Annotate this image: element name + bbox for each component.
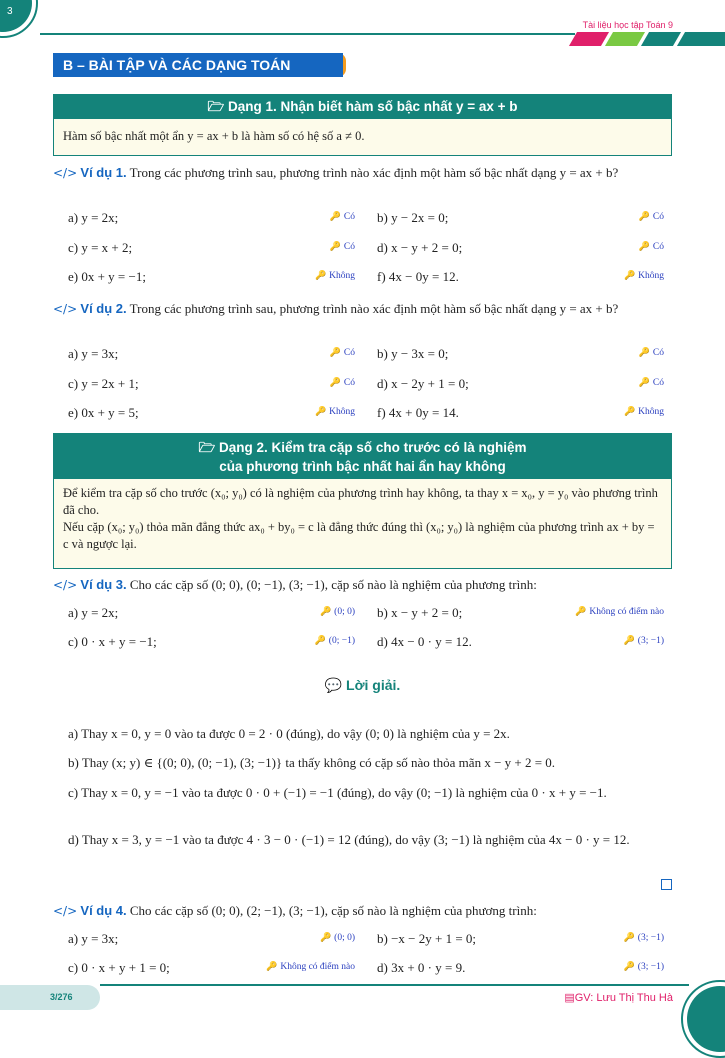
header-stripes xyxy=(565,32,725,46)
type2-title-line1: Dạng 2. Kiểm tra cặp số cho trước có là nghiệm xyxy=(219,440,527,455)
code-icon: </> xyxy=(53,166,78,180)
footer-author xyxy=(564,991,673,1004)
type1-text: Hàm số bậc nhất một ẩn y = ax + b là hàm số có hệ số a ≠ 0. xyxy=(63,129,365,143)
exercise-item: f) 4x − 0y = 12. xyxy=(377,269,459,284)
answer-text: (3; −1) xyxy=(637,962,664,972)
answer-hint xyxy=(320,607,355,617)
example-label: Ví dụ 3. xyxy=(80,577,127,592)
square-icon xyxy=(661,879,672,890)
solution-heading xyxy=(0,677,725,694)
answer-text: (3; −1) xyxy=(637,933,664,943)
exercise-item: b) −x − 2y + 1 = 0; xyxy=(377,931,477,946)
example-2-statement xyxy=(53,300,673,318)
code-icon: </> xyxy=(53,302,78,316)
type1-title: Dạng 1. Nhận biết hàm số bậc nhất y = ax + b xyxy=(227,99,518,114)
example-text: Trong các phương trình sau, phương trình nào xác định một hàm số bậc nhất dạng y = ax + b? xyxy=(129,165,619,180)
exercise-item: d) x − y + 2 = 0; xyxy=(377,240,463,255)
key-icon: 🔑 xyxy=(624,407,639,417)
answer-text: Không xyxy=(329,407,355,417)
key-icon: 🔑 xyxy=(623,962,638,972)
example-label: Ví dụ 1. xyxy=(80,165,127,180)
key-icon: 🔑 xyxy=(320,607,335,617)
key-icon: 🔑 xyxy=(624,271,639,281)
answer-hint xyxy=(575,607,664,617)
solution-line-a: a) Thay x = 0, y = 0 vào ta được 0 = 2 · 0 (đúng), do vậy (0; 0) là nghiệm của y = 2x. xyxy=(68,726,510,741)
example-label: Ví dụ 4. xyxy=(80,903,127,918)
exercise-item: e) 0x + y = −1; xyxy=(68,269,146,284)
folder-open-icon: 🗁 xyxy=(207,99,225,114)
solution-line-d: d) Thay x = 3, y = −1 vào ta được 4 · 3 − 0 · (−1) = 12 (đúng), do vậy (3; −1) là nghiệm của 4x − 0 · y = 12. xyxy=(68,832,630,847)
answer-hint xyxy=(624,636,664,646)
key-icon: 🔑 xyxy=(638,242,653,252)
exercise-item: b) y − 3x = 0; xyxy=(377,346,449,361)
type1-header xyxy=(54,95,671,119)
section-title: B – BÀI TẬP VÀ CÁC DẠNG TOÁN xyxy=(53,53,343,77)
answer-text: Không xyxy=(638,271,664,281)
answer-hint xyxy=(330,348,355,358)
exercise-item: d) 3x + 0 · y = 9. xyxy=(377,960,466,975)
answer-hint xyxy=(315,407,355,417)
example-text: Cho các cặp số (0; 0), (2; −1), (3; −1), cặp số nào là nghiệm của phương trình: xyxy=(129,903,537,918)
key-icon: 🔑 xyxy=(329,212,344,222)
answer-hint xyxy=(315,636,355,646)
key-icon: 🔑 xyxy=(638,378,653,388)
type2-title-line2: của phương trình bậc nhất hai ẩn hay không xyxy=(219,459,506,474)
header-title: Tài liệu học tập Toán 9 xyxy=(582,20,673,30)
exercise-item: d) 4x − 0 · y = 12. xyxy=(377,634,472,649)
answer-hint xyxy=(639,212,664,222)
answer-hint xyxy=(639,242,664,252)
code-icon: </> xyxy=(53,578,78,592)
type2-box xyxy=(53,433,672,569)
answer-hint xyxy=(320,933,355,943)
example-3-statement xyxy=(53,576,673,594)
answer-text: Có xyxy=(343,212,355,222)
exercise-item: c) 0 · x + y = −1; xyxy=(68,634,157,649)
exercise-item: c) y = 2x + 1; xyxy=(68,376,139,391)
code-icon: </> xyxy=(53,904,78,918)
key-icon: 🔑 xyxy=(266,962,281,972)
exercise-item: c) 0 · x + y + 1 = 0; xyxy=(68,960,170,975)
answer-hint xyxy=(330,378,355,388)
exercise-item: f) 4x + 0y = 14. xyxy=(377,405,459,420)
key-icon: 🔑 xyxy=(623,636,638,646)
exercise-item: a) y = 3x; xyxy=(68,931,119,946)
exercise-item: e) 0x + y = 5; xyxy=(68,405,139,420)
author-name: GV: Lưu Thị Thu Hà xyxy=(574,992,673,1004)
answer-text: Có xyxy=(652,242,664,252)
key-icon: 🔑 xyxy=(315,271,330,281)
type2-body xyxy=(54,479,671,559)
example-4-statement xyxy=(53,902,673,920)
key-icon: 🔑 xyxy=(315,407,330,417)
answer-text: Có xyxy=(652,212,664,222)
key-icon: 🔑 xyxy=(314,636,329,646)
page-number-top: 3 xyxy=(7,6,13,17)
answer-text: Có xyxy=(343,378,355,388)
answer-hint xyxy=(330,212,355,222)
key-icon: 🔑 xyxy=(329,378,344,388)
answer-text: Có xyxy=(652,348,664,358)
answer-text: Có xyxy=(343,348,355,358)
pdf-file-icon: ▤ xyxy=(564,992,575,1004)
speech-bubble-icon: 💬 xyxy=(324,677,343,693)
type2-text-1: Để kiểm tra cặp số cho trước (x₀; y₀) có là nghiệm của phương trình hay không, ta thay x = x₀, y = y₀ vào phương trình đã cho. xyxy=(63,486,658,517)
exercise-item: a) y = 2x; xyxy=(68,210,119,225)
solution-line-c: c) Thay x = 0, y = −1 vào ta được 0 · 0 + (−1) = −1 (đúng), do vậy (0; −1) là nghiệm của 0 · x + y = −1. xyxy=(68,785,607,800)
answer-hint xyxy=(330,242,355,252)
exercise-item: c) y = x + 2; xyxy=(68,240,133,255)
answer-hint xyxy=(624,407,664,417)
key-icon: 🔑 xyxy=(638,212,653,222)
example-1-statement xyxy=(53,164,673,182)
footer-page-number: 3/276 xyxy=(50,992,73,1002)
type2-header xyxy=(54,434,671,479)
exercise-item: d) x − 2y + 1 = 0; xyxy=(377,376,469,391)
answer-text: (0; −1) xyxy=(328,636,355,646)
key-icon: 🔑 xyxy=(623,933,638,943)
key-icon: 🔑 xyxy=(320,933,335,943)
key-icon: 🔑 xyxy=(329,242,344,252)
answer-text: Không xyxy=(329,271,355,281)
answer-hint xyxy=(624,933,664,943)
answer-text: Có xyxy=(343,242,355,252)
example-text: Trong các phương trình sau, phương trình nào xác định một hàm số bậc nhất dạng y = ax + b? xyxy=(129,301,619,316)
answer-text: Không xyxy=(638,407,664,417)
solution-line-b: b) Thay (x; y) ∈ {(0; 0), (0; −1), (3; −1)} ta thấy không có cặp số nào thỏa mãn x − y + 2 = 0. xyxy=(68,755,556,770)
folder-open-icon: 🗁 xyxy=(198,440,216,455)
type2-text-2: Nếu cặp (x₀; y₀) thỏa mãn đẳng thức ax₀ + by₀ = c là đẳng thức đúng thì (x₀; y₀) là nghiệm của phương trình ax + by = c và ngược lại. xyxy=(63,520,655,551)
key-icon: 🔑 xyxy=(638,348,653,358)
example-text: Cho các cặp số (0; 0), (0; −1), (3; −1), cặp số nào là nghiệm của phương trình: xyxy=(129,577,537,592)
footer-rule xyxy=(100,984,689,986)
exercise-item: b) x − y + 2 = 0; xyxy=(377,605,463,620)
header-rule xyxy=(40,33,575,35)
exercise-item: a) y = 3x; xyxy=(68,346,119,361)
answer-hint xyxy=(266,962,355,972)
answer-hint xyxy=(315,271,355,281)
solution-title: Lời giải. xyxy=(346,677,401,693)
answer-text: (0; 0) xyxy=(334,607,355,617)
answer-hint xyxy=(639,348,664,358)
answer-text: (3; −1) xyxy=(637,636,664,646)
answer-text: Không có điểm nào xyxy=(589,607,664,617)
answer-hint xyxy=(624,271,664,281)
exercise-item: a) y = 2x; xyxy=(68,605,119,620)
answer-text: Có xyxy=(652,378,664,388)
answer-text: (0; 0) xyxy=(334,933,355,943)
exercise-item: b) y − 2x = 0; xyxy=(377,210,449,225)
example-label: Ví dụ 2. xyxy=(80,301,127,316)
answer-hint xyxy=(639,378,664,388)
type1-box xyxy=(53,94,672,156)
key-icon: 🔑 xyxy=(329,348,344,358)
key-icon: 🔑 xyxy=(575,607,590,617)
answer-text: Không có điểm nào xyxy=(280,962,355,972)
answer-hint xyxy=(624,962,664,972)
